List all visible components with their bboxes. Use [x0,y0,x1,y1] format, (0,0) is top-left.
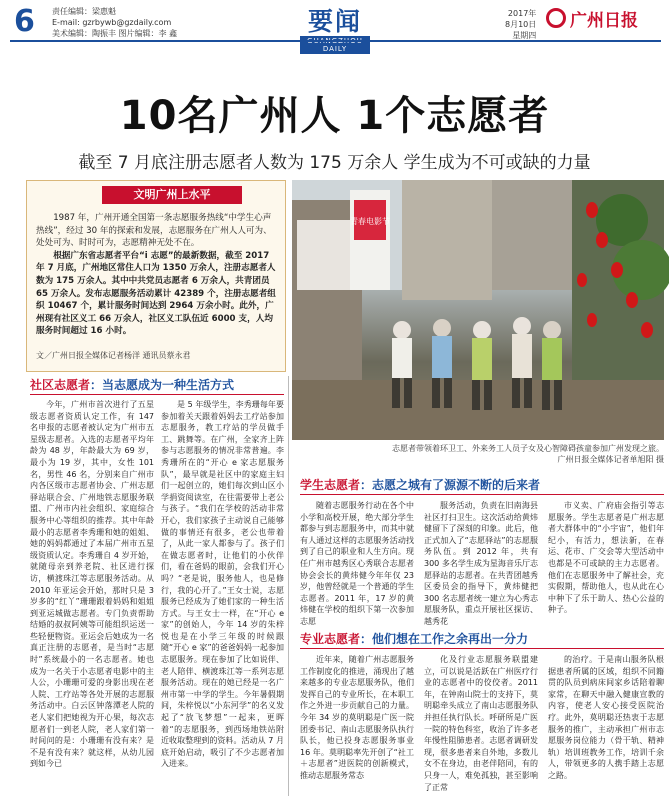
column-divider [288,376,289,796]
article-paragraph: 市义卖、广府庙会指引等志愿服务。学生志愿者是广州志愿者大群体中的“小宇宙”，他们年纪小，有活力，想法新，在春运、花市、广交会等大型活动中也都是不可或缺的主力志愿者。他们在志愿服务中了解社会，充实假期，帮助他人，也从此在心中种下了乐于助人、热心公益的种子。 [548,501,664,615]
article-paragraph: 近年来，随着广州志愿服务工作制度化的推进，涌现出了越来越多的专业志愿服务队，他们发挥自己的专业所长，在本职工作之外进一步贡献自己的力量。今年 34 岁的莫明聪是广医一院团委书记、南山志愿服务队执行队长，他已投身志愿服务事业 16 年。莫明聪率先开创了“社工＋志愿者”进医院的创新模式，推动志愿服务常态 [300,655,414,780]
logo-text: 广州日报 [570,10,638,31]
photo-credit: 广州日报全媒体记者单旭阳 摄 [557,455,664,464]
photo-illustration [292,180,664,440]
article-paragraph: 随着志愿服务行动在各个中小学和高校开展，绝大部分学生都参与到志愿服务中，而其中就有人通过这样的志愿服务活动找到了自己的职业和人生方向。现任广州市越秀区心秀联合志愿者协会会长的黄炜健今年年仅 23 岁，他曾经就是一个普通的学生志愿者。2011 年，17 岁的黄炜健在学校的组织下第一次参加志愿 [300,501,414,626]
logo-ring-icon [546,8,566,28]
article-column [300,500,414,626]
section-heading-community [30,376,284,393]
date-weekday: 星期四 [512,31,537,40]
section-heading-student [300,476,664,493]
section-label: 社区志愿者 [30,378,91,392]
section-rule [300,648,664,649]
editor-email: E-mail: gzrbywb@gzdaily.com [52,18,172,27]
byline: 文／广州日报全媒体记者杨洋 通讯员蔡永君 [36,351,191,360]
section-rule [300,494,664,495]
article-column [424,500,538,626]
editor-line: 责任编辑：梁惠魁 [52,7,116,16]
article-column [161,399,284,795]
article-column [30,399,154,795]
date-year: 2017年 [507,9,537,18]
headline: 10名广州人 1个志愿者 [119,93,550,139]
section-label: 学生志愿者 [300,478,361,492]
section-title: ：他们想在工作之余再出一分力 [360,632,529,646]
article-column [300,654,414,796]
caption-text: 志愿者带领着环卫工、外来务工人员子女及心智障碍孩童参加广州发现之旅。 [392,444,664,453]
section-banner [300,2,370,54]
kicker-label: 文明广州上水平 [102,186,242,204]
shop-sign-text: 青春电影节 [350,217,390,226]
article-paragraph: 的治疗。于是南山服务队根据患者所属的区域，组织不同籍贯的队员到病床间家乡话陪着聊家常，在聊天中融入健康宣教的内容，使老人安心接受医院治疗。此外，莫明聪还热衷于志愿服务的推广，主动承担广州市志愿服务岗位能力（骨干轨、精神轨）培训班教务工作，培训千余人，带领更多的人携手踏上志愿之路。 [548,655,664,780]
section-title: ：志愿之城有了源源不断的后来者 [360,478,541,492]
article-paragraph: 今年，广州市首次进行了五星级志愿者资质认定工作，有 147 名申报的志愿者被认定为广州市五星级志愿者。入选的志愿者平均年龄为 48 岁，年龄最大为 69 岁，最小为 19 岁，其中，女性 101 名，男性 46 名，分别来自广州市内各区级市志愿者协会、广州志愿驿站联合会、广州地铁志愿服务联盟、广州市内社会组织、家庭综合服务中心等组织的推荐。其中年龄最小的志愿者李秀珊和她的姐姐、她的妈妈都通过了本届广州市五星级资质认定。李秀珊自 4 岁开始，就随母亲到养老院、社区进行探访，横渡珠江等志愿服务活动。从 2010 年亚运会开始，那时只是 3 岁多的“红丫”珊珊跟着妈妈和姐姐到亚运城做志愿者。专门负责帮助结婚的叔叔阿姨等可能组织运送一些轻便物资。亚运会后她成为一名真正注册的志愿者，是当时“志愿时”系统最小的一名志愿者。她也成为一名关于小志愿者电影中的主人公，小珊珊可爱的身影出现在老人院、工疗站等各处开展的志愿服务活动中。白云区钟落潭老人院的老人家们把她视为开心果，每次志愿者们一到老人院，老人家们第一时间问的是：小珊珊有没有来？是不是有没有来？就这样，从幼儿园到如今已 [30,400,154,769]
editor-line: 美术编辑：陶振丰 图片编辑：李 鑫 [52,29,178,38]
section-english: DAILY [300,36,370,54]
article-column [548,654,664,796]
editor-info [52,6,177,39]
section-rule [30,394,284,395]
intro-paragraph: 1987 年，广州开通全国第一条志愿服务热线“中学生心声热线”，经过 30 年的探索和发展，志愿服务在广州人人可为、处处可为、时时可为，志愿精神无处不在。 [36,213,272,249]
section-title: 要闻 [307,7,362,36]
newspaper-logo [546,5,661,31]
article-paragraph: 化及行业志愿服务联盟建立，可以说是活跃在广州医疗行业的志愿者中的佼佼者。2011 年，在钟南山院士的支持下，莫明聪牵头成立了南山志愿服务队并担任执行队长。呼研所是广医一院的特色科室，收治了许多老年慢性阻肺患者。志愿者调研发现，很多患者来自外地，多数儿女不在身边，由老伴陪同，有的只身一人，难免孤独，甚至影响了正常 [424,655,538,792]
section-title: ：当志愿成为一种生活方式 [90,378,235,392]
intro-paragraph: 根据广东省志愿者平台“i 志愿”的最新数据，截至 2017 年 7 月底，广州地区常住人口为 1350 万余人，注册志愿者人数为 175 万余人。其中中共党员志愿者 6 万余人，共青团员 65 万余人。发布志愿服务活动累计 42389 个，注册志愿者组织 10467 个，累计服务时间达到 2964 万余小时。此外，广州现有社区义工 66 万余人，社区义工队伍近 6000 支，人均服务时间超过 16 小时。 [36,250,276,337]
section-label: 专业志愿者 [300,632,361,646]
issue-date [505,8,536,41]
article-column [424,654,538,796]
subheadline: 截至 7 月底注册志愿者人数为 175 万余人 学生成为不可或缺的力量 [78,153,591,173]
page-number: 6 [14,4,35,39]
intro-text [36,212,276,338]
section-heading-professional [300,630,664,647]
article-paragraph: 是 5 年级学生，李秀珊每年要参加着关天跟着妈妈去工疗站参加志愿服务，教工疗站的学员做手工、跳舞等。在广州，全家齐上阵参与志愿服务的情况非常普遍。李秀珊所在的“开心 e 家志愿服务队”，最早就是社区中的家庭主妇们一起创立的，她们每次到山区小学捐资阅读室，在往需要带上老公与孩子。“我们在学校的活动非常开心，我们家孩子主动说自己能够做的事情还有很多，老公也带着了，从此一家人都参与了。孩子们在做志愿者时，让他们的小伙伴们，看在爸妈的眼前，会我们开心吗？“老是说，服务他人，也是修行，我的心开了。”王女士说，志愿服务已经成为了她们家的一种生活方式。与王女士一样，在“开心 e 家”的创始人，今年 14 岁的朱梓悦也是在小学三年级的时候跟随“开心 e 家”的爸爸妈妈一起参加志愿服务。现在参加了比如说伴、老人陪伴、横渡珠江等一系列志愿服务活动。现在的她已经是一名广州市第一中学的学生。今年暑假期间，朱梓悦以“小东河学”的名义发起了“放飞梦想”一起来，更晖着“的志愿服务，到西场地铁站附近收取整理到的资料。活动从 7 月底开始启动，吸引了不少志愿者加入进来。 [161,400,284,769]
article-paragraph: 服务活动，负责在旧南海县社区打扫卫生。这次活动给黄炜健留下了深刻的印象。此后，他正式加入了“志愿驿站”的志愿服务队伍。到 2012 年，共有 300 多名学生成为星海音乐厅志愿驿站的志愿者。在共青团越秀区委员会的指导下，黄炜健把 300 名志愿者统一建立为心秀志愿服务队，重点开展社区探访、越秀花 [424,501,538,626]
header-divider [10,40,661,42]
photo-caption [292,443,664,465]
article-column [548,500,664,618]
news-photo [292,180,664,440]
date-day: 8月10日 [505,20,537,29]
